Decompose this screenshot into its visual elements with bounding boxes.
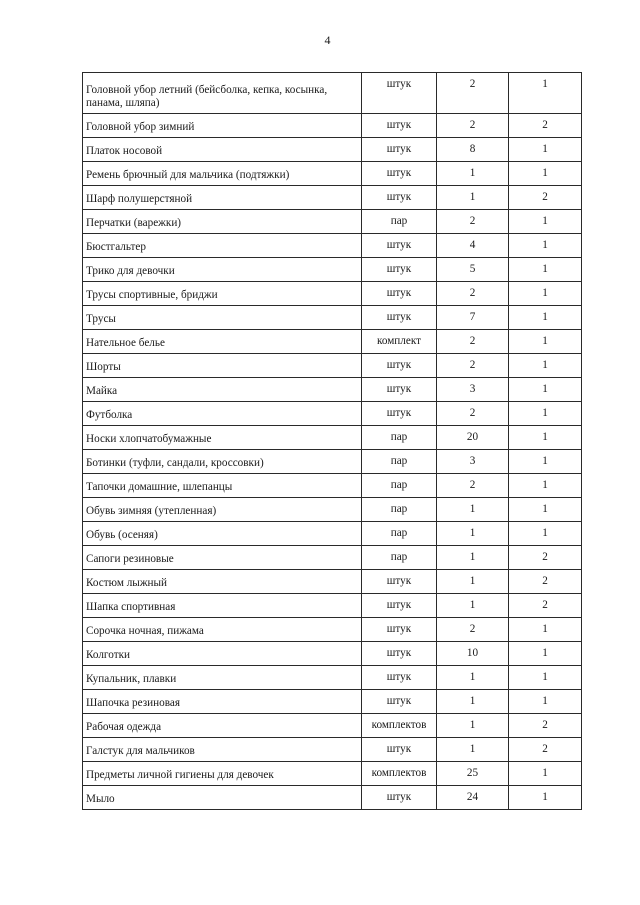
item-name-cell: Сапоги резиновые: [83, 546, 362, 570]
item-name-cell: Обувь зимняя (утепленная): [83, 498, 362, 522]
table-row: [83, 162, 582, 186]
item-quantity-cell: 1: [437, 714, 509, 738]
table-row: [83, 210, 582, 234]
item-quantity-cell: 7: [437, 306, 509, 330]
item-term-cell: 2: [509, 738, 582, 762]
item-unit-cell: штук: [362, 162, 437, 186]
item-quantity-cell: 2: [437, 282, 509, 306]
item-term-cell: 1: [509, 474, 582, 498]
item-quantity-cell: 2: [437, 354, 509, 378]
table-row: [83, 786, 582, 810]
table-row: [83, 690, 582, 714]
item-name-cell: Шапка спортивная: [83, 594, 362, 618]
item-term-cell: 1: [509, 618, 582, 642]
item-name-cell: Майка: [83, 378, 362, 402]
item-term-cell: 2: [509, 546, 582, 570]
item-unit-cell: штук: [362, 114, 437, 138]
table-row: [83, 114, 582, 138]
item-term-cell: 2: [509, 186, 582, 210]
table-row: [83, 450, 582, 474]
item-unit-cell: штук: [362, 618, 437, 642]
item-name-cell: Носки хлопчатобумажные: [83, 426, 362, 450]
item-unit-cell: пар: [362, 522, 437, 546]
table-row: [83, 594, 582, 618]
item-term-cell: 2: [509, 114, 582, 138]
items-table-body: [83, 73, 582, 810]
item-quantity-cell: 2: [437, 618, 509, 642]
table-row: [83, 618, 582, 642]
item-name-cell: Обувь (осеняя): [83, 522, 362, 546]
item-name-cell: Галстук для мальчиков: [83, 738, 362, 762]
item-unit-cell: штук: [362, 594, 437, 618]
table-row: [83, 570, 582, 594]
table-row: [83, 402, 582, 426]
item-unit-cell: штук: [362, 186, 437, 210]
item-name-cell: Тапочки домашние, шлепанцы: [83, 474, 362, 498]
item-name-cell: Костюм лыжный: [83, 570, 362, 594]
table-row: [83, 234, 582, 258]
item-term-cell: 1: [509, 426, 582, 450]
item-term-cell: 1: [509, 73, 582, 114]
item-quantity-cell: 2: [437, 330, 509, 354]
table-row: [83, 426, 582, 450]
item-quantity-cell: 2: [437, 73, 509, 114]
item-unit-cell: штук: [362, 642, 437, 666]
table-row: [83, 258, 582, 282]
item-name-cell: Бюстгальтер: [83, 234, 362, 258]
item-term-cell: 1: [509, 282, 582, 306]
table-row: [83, 642, 582, 666]
item-unit-cell: комплект: [362, 330, 437, 354]
table-row: [83, 762, 582, 786]
item-unit-cell: пар: [362, 210, 437, 234]
table-row: [83, 546, 582, 570]
item-quantity-cell: 2: [437, 210, 509, 234]
item-quantity-cell: 1: [437, 186, 509, 210]
item-quantity-cell: 3: [437, 378, 509, 402]
item-unit-cell: пар: [362, 474, 437, 498]
item-term-cell: 1: [509, 138, 582, 162]
item-term-cell: 1: [509, 354, 582, 378]
table-row: [83, 330, 582, 354]
item-unit-cell: штук: [362, 402, 437, 426]
table-row: [83, 666, 582, 690]
item-quantity-cell: 1: [437, 594, 509, 618]
item-name-cell: Футболка: [83, 402, 362, 426]
table-row: [83, 378, 582, 402]
item-term-cell: 1: [509, 690, 582, 714]
item-unit-cell: штук: [362, 738, 437, 762]
item-name-cell: Ботинки (туфли, сандали, кроссовки): [83, 450, 362, 474]
item-quantity-cell: 4: [437, 234, 509, 258]
item-name-cell: Рабочая одежда: [83, 714, 362, 738]
item-unit-cell: штук: [362, 282, 437, 306]
item-name-cell: Головной убор зимний: [83, 114, 362, 138]
item-name-cell: Шарф полушерстяной: [83, 186, 362, 210]
item-name-cell: Перчатки (варежки): [83, 210, 362, 234]
items-table-container: [82, 72, 581, 810]
item-quantity-cell: 20: [437, 426, 509, 450]
item-term-cell: 1: [509, 162, 582, 186]
item-name-cell: Колготки: [83, 642, 362, 666]
table-row: [83, 186, 582, 210]
table-row: [83, 474, 582, 498]
item-quantity-cell: 1: [437, 498, 509, 522]
table-row: [83, 73, 582, 114]
item-unit-cell: штук: [362, 378, 437, 402]
item-term-cell: 1: [509, 258, 582, 282]
item-name-cell: Трусы: [83, 306, 362, 330]
item-term-cell: 1: [509, 330, 582, 354]
item-quantity-cell: 10: [437, 642, 509, 666]
item-term-cell: 1: [509, 450, 582, 474]
item-quantity-cell: 24: [437, 786, 509, 810]
item-unit-cell: пар: [362, 498, 437, 522]
item-term-cell: 1: [509, 522, 582, 546]
item-unit-cell: штук: [362, 354, 437, 378]
item-term-cell: 1: [509, 666, 582, 690]
item-unit-cell: штук: [362, 73, 437, 114]
item-quantity-cell: 25: [437, 762, 509, 786]
item-quantity-cell: 2: [437, 474, 509, 498]
item-quantity-cell: 1: [437, 666, 509, 690]
item-term-cell: 1: [509, 306, 582, 330]
item-name-cell: Мыло: [83, 786, 362, 810]
item-name-cell: Шорты: [83, 354, 362, 378]
page-number: 4: [324, 33, 331, 47]
table-row: [83, 306, 582, 330]
item-quantity-cell: 1: [437, 690, 509, 714]
item-quantity-cell: 3: [437, 450, 509, 474]
item-quantity-cell: 1: [437, 162, 509, 186]
item-term-cell: 1: [509, 378, 582, 402]
item-name-cell: Трусы спортивные, бриджи: [83, 282, 362, 306]
item-term-cell: 2: [509, 570, 582, 594]
item-term-cell: 2: [509, 594, 582, 618]
table-row: [83, 138, 582, 162]
item-name-cell: Платок носовой: [83, 138, 362, 162]
item-unit-cell: штук: [362, 306, 437, 330]
item-quantity-cell: 1: [437, 522, 509, 546]
items-table: [82, 72, 582, 810]
item-name-cell: Предметы личной гигиены для девочек: [83, 762, 362, 786]
item-quantity-cell: 1: [437, 738, 509, 762]
item-term-cell: 1: [509, 762, 582, 786]
item-unit-cell: пар: [362, 450, 437, 474]
item-quantity-cell: 2: [437, 114, 509, 138]
item-term-cell: 1: [509, 234, 582, 258]
item-name-cell: Шапочка резиновая: [83, 690, 362, 714]
item-unit-cell: штук: [362, 786, 437, 810]
table-row: [83, 282, 582, 306]
table-row: [83, 738, 582, 762]
item-term-cell: 2: [509, 714, 582, 738]
item-quantity-cell: 1: [437, 546, 509, 570]
item-name-cell: Купальник, плавки: [83, 666, 362, 690]
item-unit-cell: пар: [362, 546, 437, 570]
item-name-cell: Головной убор летний (бейсболка, кепка, косынка, панама, шляпа): [83, 73, 362, 114]
item-unit-cell: пар: [362, 426, 437, 450]
item-quantity-cell: 8: [437, 138, 509, 162]
item-unit-cell: штук: [362, 234, 437, 258]
table-row: [83, 498, 582, 522]
item-term-cell: 1: [509, 642, 582, 666]
item-quantity-cell: 1: [437, 570, 509, 594]
item-unit-cell: штук: [362, 258, 437, 282]
item-quantity-cell: 2: [437, 402, 509, 426]
item-term-cell: 1: [509, 210, 582, 234]
item-unit-cell: комплектов: [362, 762, 437, 786]
table-row: [83, 714, 582, 738]
table-row: [83, 522, 582, 546]
table-row: [83, 354, 582, 378]
item-term-cell: 1: [509, 498, 582, 522]
item-unit-cell: штук: [362, 690, 437, 714]
item-name-cell: Нательное белье: [83, 330, 362, 354]
item-name-cell: Ремень брючный для мальчика (подтяжки): [83, 162, 362, 186]
item-name-cell: Сорочка ночная, пижама: [83, 618, 362, 642]
item-unit-cell: штук: [362, 138, 437, 162]
item-quantity-cell: 5: [437, 258, 509, 282]
item-unit-cell: штук: [362, 570, 437, 594]
item-unit-cell: комплектов: [362, 714, 437, 738]
item-term-cell: 1: [509, 786, 582, 810]
item-term-cell: 1: [509, 402, 582, 426]
item-name-cell: Трико для девочки: [83, 258, 362, 282]
item-unit-cell: штук: [362, 666, 437, 690]
